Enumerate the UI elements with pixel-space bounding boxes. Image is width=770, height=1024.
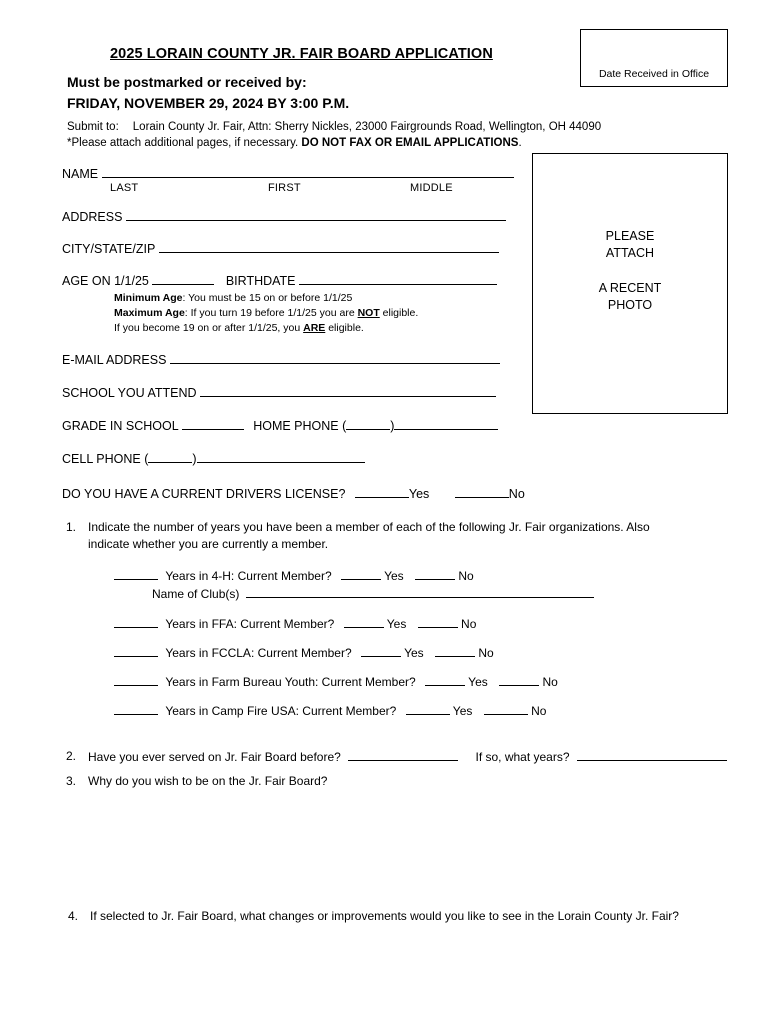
deadline-line-1: Must be postmarked or received by: [67, 74, 307, 90]
question-3-number: 3. [66, 773, 77, 788]
attach-note-prefix: *Please attach additional pages, if necessary. [67, 137, 299, 149]
org-farm-bureau-years-input[interactable] [114, 673, 158, 686]
home-phone-label-close: ) [390, 418, 395, 433]
submit-to-label: Submit to: [67, 121, 119, 133]
org-row-fccla [114, 644, 730, 660]
photo-box-line-3: A RECENT [598, 280, 662, 295]
org-row-4h [114, 567, 730, 583]
name-label: NAME [62, 167, 99, 181]
birthdate-label: BIRTHDATE [225, 274, 296, 288]
max-age-not: NOT [357, 307, 380, 320]
home-phone-area-input[interactable] [346, 417, 390, 430]
drivers-license-yes-label: Yes [408, 486, 430, 501]
drivers-license-no-label: No [508, 486, 525, 501]
org-camp-fire-years-input[interactable] [114, 702, 158, 715]
org-4h-no-label: No [458, 569, 474, 584]
city-state-zip-label: CITY/STATE/ZIP [62, 242, 156, 256]
org-camp-fire-no-input[interactable] [484, 702, 528, 715]
questions-section [62, 519, 730, 926]
org-fccla-label: Years in FCCLA: Current Member? [165, 646, 352, 661]
org-farm-bureau-no-input[interactable] [499, 673, 539, 686]
org-camp-fire-no-label: No [531, 704, 547, 719]
school-input[interactable] [200, 384, 496, 397]
org-4h-yes-input[interactable] [341, 567, 381, 580]
max-age-text-2: eligible. [379, 307, 419, 320]
org-row-ffa [114, 615, 730, 631]
question-1 [62, 519, 730, 554]
org-fccla-yes-label: Yes [404, 646, 424, 661]
page-title: 2025 LORAIN COUNTY JR. FAIR BOARD APPLICATION [110, 46, 493, 62]
drivers-license-no-input[interactable] [455, 485, 509, 498]
field-cell-phone-row [62, 450, 730, 466]
name-sub-middle: MIDDLE [410, 182, 453, 194]
address-label: ADDRESS [62, 210, 123, 224]
question-2-text: Have you ever served on Jr. Fair Board before? [88, 750, 341, 765]
home-phone-input[interactable] [394, 417, 498, 430]
cell-phone-input[interactable] [197, 450, 365, 463]
org-fccla-years-input[interactable] [114, 644, 158, 657]
become-19-text-2: eligible. [325, 322, 364, 335]
question-1-text-line-2: indicate whether you are currently a member. [88, 537, 329, 552]
drivers-license-label: DO YOU HAVE A CURRENT DRIVERS LICENSE? [62, 486, 346, 501]
org-4h-label: Years in 4-H: Current Member? [165, 569, 332, 584]
question-4-text: If selected to Jr. Fair Board, what changes or improvements would you like to see in the Lorain County Jr. Fair? [90, 909, 679, 924]
become-19-are: ARE [303, 322, 326, 335]
photo-box-line-2: ATTACH [605, 245, 655, 260]
organizations-list [114, 567, 730, 718]
email-label: E-MAIL ADDRESS [62, 352, 167, 367]
question-4-number: 4. [68, 909, 79, 924]
photo-box-line-4: PHOTO [607, 297, 653, 312]
org-camp-fire-label: Years in Camp Fire USA: Current Member? [165, 704, 397, 719]
drivers-license-yes-input[interactable] [355, 485, 409, 498]
email-input[interactable] [170, 351, 500, 364]
org-ffa-years-input[interactable] [114, 615, 158, 628]
name-sub-first: FIRST [268, 182, 301, 194]
org-4h-years-input[interactable] [114, 567, 158, 580]
field-grade-phone-row [62, 417, 730, 433]
org-fccla-no-label: No [478, 646, 494, 661]
question-2-followup-label: If so, what years? [475, 750, 570, 765]
question-2 [62, 748, 730, 766]
org-4h-no-input[interactable] [415, 567, 455, 580]
cell-phone-area-input[interactable] [148, 450, 192, 463]
question-1-number: 1. [66, 519, 77, 534]
club-names-input[interactable] [246, 585, 594, 598]
date-received-label: Date Received in Office [598, 68, 710, 80]
org-camp-fire-yes-input[interactable] [406, 702, 450, 715]
home-phone-label: HOME PHONE ( [253, 418, 347, 433]
photo-box-line-1: PLEASE [605, 229, 655, 243]
min-age-text: : You must be 15 on or before 1/1/25 [182, 292, 353, 304]
age-input[interactable] [152, 272, 214, 285]
org-farm-bureau-yes-input[interactable] [425, 673, 465, 686]
org-camp-fire-yes-label: Yes [452, 704, 473, 719]
attach-note [67, 137, 730, 149]
org-ffa-yes-label: Yes [386, 617, 407, 632]
submit-to-line [67, 121, 730, 133]
org-ffa-no-input[interactable] [418, 615, 458, 628]
org-farm-bureau-yes-label: Yes [468, 675, 488, 690]
question-4 [62, 908, 730, 925]
deadline-line-2: FRIDAY, NOVEMBER 29, 2024 BY 3:00 P.M. [67, 95, 350, 111]
attach-note-suffix: . [518, 137, 522, 149]
question-2-number: 2. [66, 749, 77, 764]
min-age-label: Minimum Age [114, 292, 183, 304]
org-4h-yes-label: Yes [384, 569, 404, 584]
question-1-text-line-1: Indicate the number of years you have been a member of each of the following Jr. Fair organizations. Also [88, 519, 650, 534]
org-ffa-label: Years in FFA: Current Member? [165, 617, 335, 632]
become-19-text-1: If you become 19 on or after 1/1/25, you [114, 322, 304, 335]
max-age-label: Maximum Age [114, 307, 185, 320]
photo-attach-box [532, 153, 728, 414]
question-2-years-input[interactable] [577, 748, 727, 761]
cell-phone-label: CELL PHONE ( [62, 451, 149, 466]
org-row-camp-fire [114, 702, 730, 718]
date-received-box [580, 29, 728, 87]
org-row-farm-bureau [114, 673, 730, 689]
cell-phone-label-close: ) [192, 451, 197, 466]
org-fccla-yes-input[interactable] [361, 644, 401, 657]
question-3-text: Why do you wish to be on the Jr. Fair Board? [88, 773, 328, 788]
org-ffa-yes-input[interactable] [344, 615, 384, 628]
org-fccla-no-input[interactable] [435, 644, 475, 657]
question-3 [62, 773, 730, 790]
org-ffa-no-label: No [461, 617, 477, 632]
club-names-label: Name of Club(s) [152, 587, 240, 602]
grade-label: GRADE IN SCHOOL [62, 418, 179, 433]
grade-input[interactable] [182, 417, 244, 430]
max-age-text-1: : If you turn 19 before 1/1/25 you are [184, 307, 358, 320]
attach-note-bold: DO NOT FAX OR EMAIL APPLICATIONS [301, 137, 519, 149]
name-input[interactable] [102, 165, 514, 178]
question-2-input[interactable] [348, 748, 458, 761]
org-farm-bureau-no-label: No [542, 675, 558, 690]
field-drivers-license-row [62, 485, 730, 501]
school-label: SCHOOL YOU ATTEND [62, 385, 197, 400]
age-label: AGE ON 1/1/25 [62, 274, 149, 288]
club-names-row [152, 585, 730, 601]
org-farm-bureau-label: Years in Farm Bureau Youth: Current Member? [165, 675, 416, 690]
name-sub-last: LAST [110, 182, 139, 194]
birthdate-input[interactable] [299, 272, 497, 285]
address-input[interactable] [126, 208, 506, 221]
submit-to-address: Lorain County Jr. Fair, Attn: Sherry Nickles, 23000 Fairgrounds Road, Wellington, OH 44090 [132, 121, 602, 133]
city-state-zip-input[interactable] [159, 240, 499, 253]
